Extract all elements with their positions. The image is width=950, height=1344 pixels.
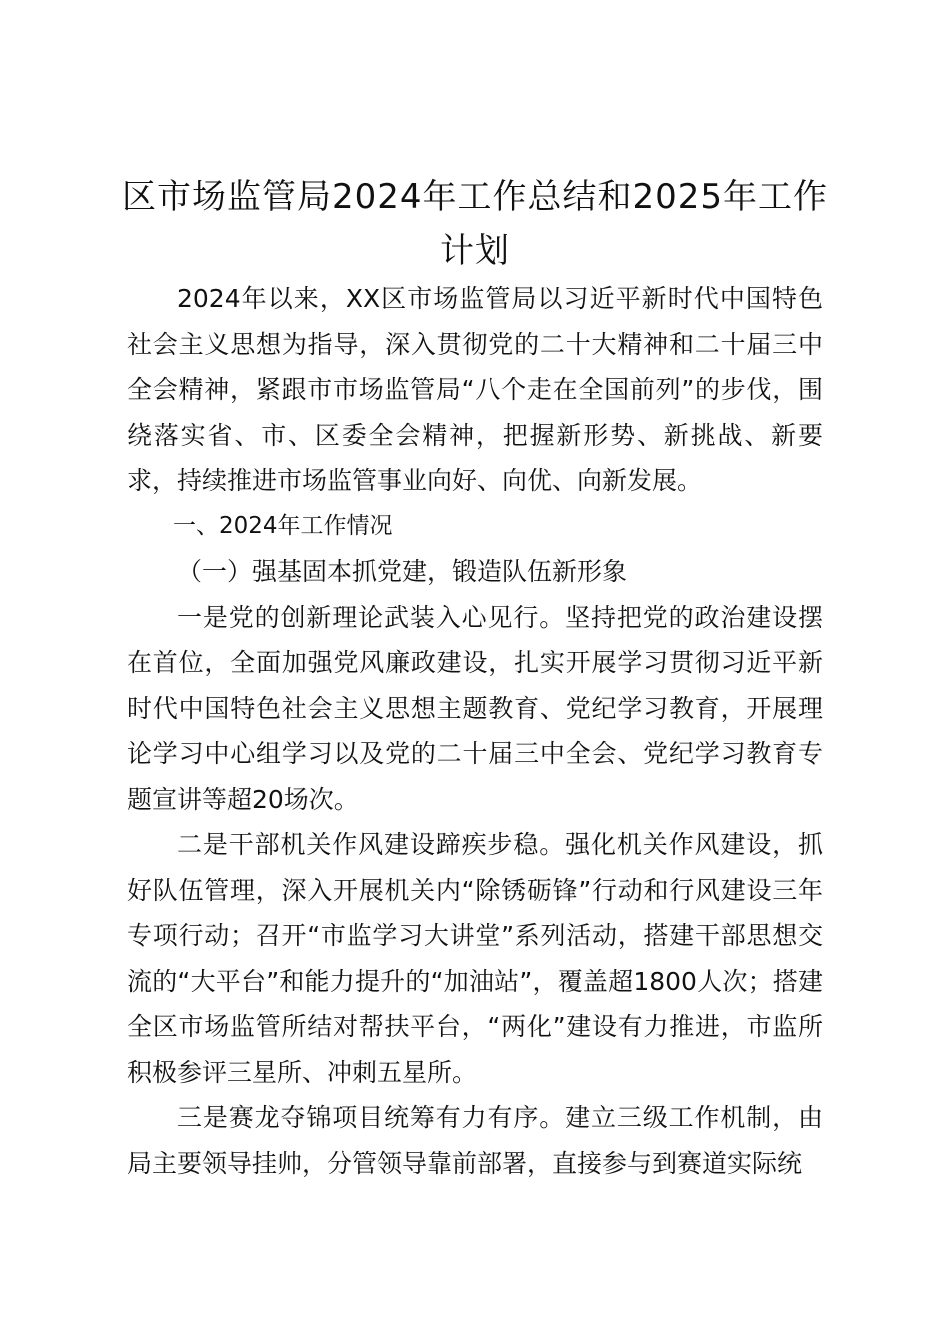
document-body	[127, 276, 823, 1186]
subsection-heading: （一）强基固本抓党建，锻造队伍新形象	[177, 557, 628, 586]
body-paragraph-3: 三是赛龙夺锦项目统筹有力有序。建立三级工作机制，由局主要领导挂帅，分管领导靠前部署，直接参与到赛道实际统	[127, 1103, 823, 1178]
section-heading: 一、2024年工作情况	[173, 512, 393, 539]
intro-paragraph: 2024年以来，XX区市场监管局以习近平新时代中国特色社会主义思想为指导，深入贯彻党的二十大精神和二十届三中全会精神，紧跟市市场监管局“八个走在全国前列”的步伐，围绕落实省、市、区委全会精神，把握新形势、新挑战、新要求，持续推进市场监管事业向好、向优、向新发展。	[127, 284, 823, 495]
document-title: 区市场监管局2024年工作总结和2025年工作计划	[121, 177, 829, 271]
body-paragraph-1: 一是党的创新理论武装入心见行。坚持把党的政治建设摆在首位，全面加强党风廉政建设，扎实开展学习贯彻习近平新时代中国特色社会主义思想主题教育、党纪学习教育，开展理论学习中心组学习以及党的二十届三中全会、党纪学习教育专题宣讲等超20场次。	[127, 602, 823, 814]
body-paragraph-2: 二是干部机关作风建设蹄疾步稳。强化机关作风建设，抓好队伍管理，深入开展机关内“除锈砺锋”行动和行风建设三年专项行动；召开“市监学习大讲堂”系列活动，搭建干部思想交流的“大平台”和能力提升的“加油站”，覆盖超1800人次；搭建全区市场监管所结对帮扶平台，“两化”建设有力推进，市监所积极参评三星所、冲刺五星所。	[127, 830, 823, 1087]
